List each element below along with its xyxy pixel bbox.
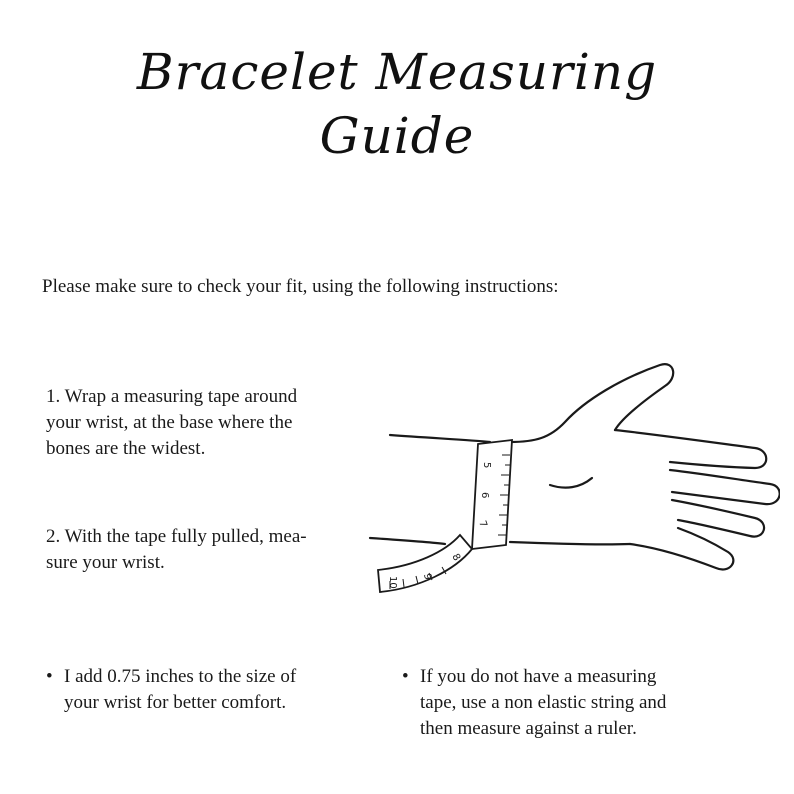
step-1-line: your wrist, at the base where the (46, 412, 293, 433)
step-1 (46, 384, 366, 462)
tape-number: 6 (479, 492, 490, 499)
page-title (0, 40, 794, 168)
note-text (64, 664, 366, 716)
tape-number: 9 (421, 572, 433, 581)
step-2-line: 2. With the tape fully pulled, mea- (46, 526, 307, 547)
note-line: your wrist for better comfort. (64, 692, 287, 713)
measuring-tape (378, 440, 512, 592)
title-line-1: Bracelet Measuring (136, 43, 658, 101)
step-2-line: sure your wrist. (46, 552, 165, 573)
bullet-icon: • (402, 666, 409, 687)
note-line: I add 0.75 inches to the size of (64, 666, 297, 687)
note-comfort (46, 664, 366, 716)
tape-number: 7 (476, 519, 489, 530)
tape-number: 5 (481, 462, 492, 469)
step-1-line: bones are the widest. (46, 438, 206, 459)
tape-number: 10 (387, 576, 398, 589)
tape-number: 8 (449, 552, 463, 564)
hand-outline (370, 364, 780, 569)
wrist-measuring-illustration (360, 330, 780, 610)
step-2 (46, 524, 366, 576)
note-string (402, 664, 732, 742)
note-line: then measure against a ruler. (420, 718, 637, 739)
bullet-icon: • (46, 666, 53, 687)
note-text (420, 664, 732, 742)
title-line-2: Guide (319, 107, 475, 165)
step-1-line: 1. Wrap a measuring tape around (46, 386, 298, 407)
intro-text: Please make sure to check your fit, using the following instructions: (42, 276, 559, 297)
note-line: tape, use a non elastic string and (420, 692, 667, 713)
note-line: If you do not have a measuring (420, 666, 657, 687)
